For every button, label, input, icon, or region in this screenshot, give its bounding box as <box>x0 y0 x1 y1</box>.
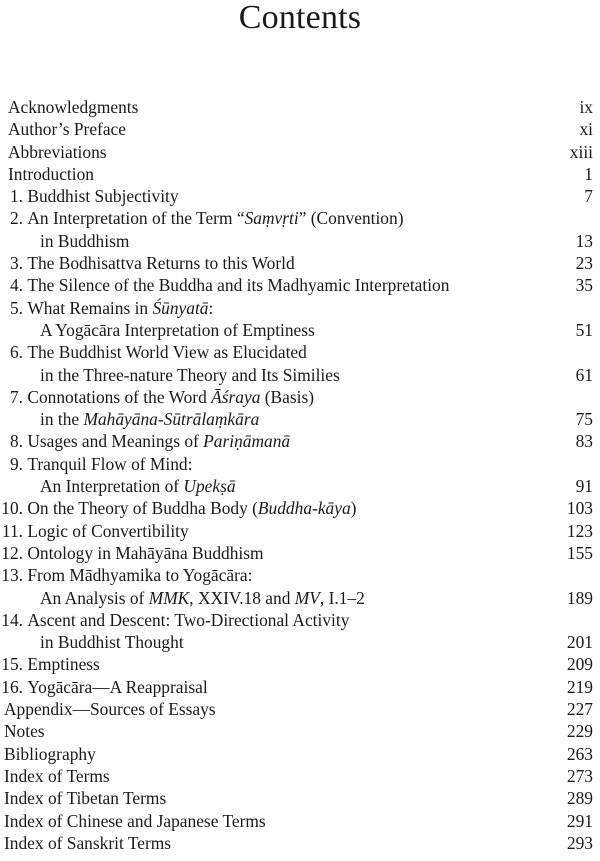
page-number: 61 <box>575 364 593 385</box>
entry-title-text: Tranquil Flow of Mind: <box>27 453 193 474</box>
page-number: 229 <box>566 721 593 742</box>
chapter-number: 12. <box>1 542 23 563</box>
entry-title-text: An Interpretation of Upekṣā <box>40 476 236 497</box>
page-number: 51 <box>575 319 593 340</box>
toc-entry <box>0 185 600 207</box>
entry-title-text: Index of Tibetan Terms <box>4 788 167 809</box>
toc-entry <box>0 430 600 452</box>
toc-entry-title <box>1 185 179 207</box>
page-number: ix <box>579 97 593 117</box>
toc-entry <box>0 96 600 118</box>
page-number: 273 <box>566 765 593 786</box>
toc-entry <box>0 297 600 319</box>
toc-entry-title <box>8 163 94 185</box>
entry-title-text: Yogācāra—A Reappraisal <box>27 676 208 697</box>
toc-entry-title <box>1 520 189 542</box>
toc-entry-title <box>1 207 404 229</box>
chapter-number: 6. <box>9 342 23 363</box>
chapter-number: 14. <box>1 609 23 630</box>
toc-entry <box>0 475 600 497</box>
toc-entry-title <box>1 676 208 698</box>
page-number: 83 <box>575 431 593 452</box>
toc-entry <box>0 676 600 698</box>
page-title: Contents <box>238 0 362 36</box>
page-number: 289 <box>566 788 593 809</box>
toc-entry-title <box>1 609 349 631</box>
toc-entry <box>0 230 600 252</box>
chapter-number: 1. <box>9 186 23 207</box>
toc-entry-title <box>40 230 129 252</box>
chapter-number: 16. <box>1 676 23 697</box>
toc-entry <box>0 497 600 519</box>
page-number: 13 <box>575 230 593 251</box>
toc-entry-title <box>1 430 290 452</box>
entry-title-text: Ascent and Descent: Two-Directional Activity <box>27 609 350 630</box>
toc-entry-title <box>8 96 138 118</box>
toc-entry <box>0 408 600 430</box>
toc-entry-title <box>40 408 259 430</box>
toc-entry-title <box>1 341 307 363</box>
chapter-number: 3. <box>9 253 23 274</box>
toc-entry <box>0 698 600 720</box>
toc-entry <box>0 386 600 408</box>
entry-title-text: An Interpretation of the Term “Saṃvṛti” (Convention) <box>27 208 404 229</box>
entry-title-text: Introduction <box>8 163 94 184</box>
toc-entry <box>0 787 600 809</box>
entry-title-text: The Buddhist World View as Elucidated <box>27 342 307 363</box>
entry-title-text: Connotations of the Word Āśraya (Basis) <box>27 386 315 407</box>
entry-title-text: in the Mahāyāna-Sūtrālaṃkāra <box>40 409 260 430</box>
entry-title-text: On the Theory of Buddha Body (Buddha-kāya) <box>27 498 357 519</box>
toc-entry-title <box>40 631 184 653</box>
chapter-number: 9. <box>9 453 23 474</box>
entry-title-text: in the Three-nature Theory and Its Similies <box>40 364 340 385</box>
toc-entry <box>0 364 600 386</box>
page-number: 263 <box>566 743 593 764</box>
toc-entry <box>0 631 600 653</box>
toc-entry-title <box>1 542 264 564</box>
entry-title-text: An Analysis of MMK, XXIV.18 and MV, I.1–2 <box>40 587 365 608</box>
toc-entry-title <box>40 587 365 609</box>
toc-entry-title <box>4 810 266 832</box>
toc-entry-title <box>4 720 45 742</box>
toc-entry <box>0 720 600 742</box>
toc-entry <box>0 118 600 140</box>
table-of-contents <box>0 96 600 854</box>
page-number: 293 <box>566 832 593 853</box>
toc-entry-title <box>4 765 110 787</box>
entry-title-text: Index of Sanskrit Terms <box>4 832 172 853</box>
chapter-number: 11. <box>1 520 23 541</box>
page-number: 1 <box>584 163 593 184</box>
page-number: 155 <box>566 542 593 563</box>
entry-title-text: Usages and Meanings of Pariṇāmanā <box>27 431 291 452</box>
toc-entry <box>0 520 600 542</box>
entry-title-text: in Buddhist Thought <box>40 632 184 653</box>
chapter-number: 4. <box>9 275 23 296</box>
chapter-number: 10. <box>1 498 23 519</box>
toc-entry <box>0 653 600 675</box>
page-number: 91 <box>575 476 593 497</box>
entry-title-text: Logic of Convertibility <box>27 520 189 541</box>
chapter-number: 8. <box>9 431 23 452</box>
page-number: 227 <box>566 699 593 720</box>
toc-entry-title <box>8 118 126 140</box>
chapter-number: 15. <box>1 654 23 675</box>
chapter-number: 2. <box>9 208 23 229</box>
toc-entry <box>0 274 600 296</box>
page-number: 291 <box>566 810 593 831</box>
toc-entry-title <box>1 564 252 586</box>
toc-entry <box>0 453 600 475</box>
toc-entry-title <box>40 364 340 386</box>
page-number: 23 <box>575 253 593 274</box>
entry-title-text: From Mādhyamika to Yogācāra: <box>27 565 253 586</box>
toc-entry-title <box>1 653 100 675</box>
entry-title-text: Acknowledgments <box>8 97 139 117</box>
toc-entry <box>0 141 600 163</box>
toc-entry-title <box>8 141 107 163</box>
toc-entry <box>0 252 600 274</box>
chapter-number: 13. <box>1 565 23 586</box>
entry-title-text: Abbreviations <box>8 141 107 162</box>
page-number: 103 <box>566 498 593 519</box>
entry-title-text: A Yogācāra Interpretation of Emptiness <box>40 319 315 340</box>
toc-entry <box>0 319 600 341</box>
toc-entry <box>0 163 600 185</box>
entry-title-text: Bibliography <box>4 743 96 764</box>
entry-title-text: Author’s Preface <box>8 119 126 140</box>
toc-entry-title <box>40 319 315 341</box>
page-number: 209 <box>566 654 593 675</box>
toc-entry-title <box>4 832 171 854</box>
page-number: xiii <box>569 141 593 162</box>
toc-entry <box>0 810 600 832</box>
toc-entry-title <box>1 386 314 408</box>
entry-title-text: The Silence of the Buddha and its Madhyamic Interpretation <box>27 275 450 296</box>
page-number: 123 <box>566 520 593 541</box>
toc-entry-title <box>1 453 192 475</box>
toc-entry-title <box>4 743 96 765</box>
toc-entry <box>0 765 600 787</box>
toc-entry-title <box>4 698 216 720</box>
toc-entry <box>0 564 600 586</box>
entry-title-text: Ontology in Mahāyāna Buddhism <box>27 542 264 563</box>
toc-entry <box>0 587 600 609</box>
toc-entry <box>0 341 600 363</box>
page-number: 219 <box>566 676 593 697</box>
page-number: xi <box>579 119 593 140</box>
page-number: 201 <box>566 632 593 653</box>
entry-title-text: Appendix—Sources of Essays <box>4 699 216 720</box>
entry-title-text: What Remains in Śūnyatā: <box>27 297 214 318</box>
entry-title-text: Index of Chinese and Japanese Terms <box>4 810 266 831</box>
toc-entry-title <box>1 252 295 274</box>
toc-entry-title <box>40 475 236 497</box>
toc-entry-title <box>1 274 449 296</box>
page-number: 7 <box>584 186 593 207</box>
entry-title-text: Buddhist Subjectivity <box>27 186 179 207</box>
toc-entry-title <box>1 497 356 519</box>
toc-entry <box>0 743 600 765</box>
toc-entry <box>0 542 600 564</box>
chapter-number: 7. <box>9 386 23 407</box>
toc-entry-title <box>4 787 166 809</box>
entry-title-text: in Buddhism <box>40 230 130 251</box>
toc-entry <box>0 609 600 631</box>
toc-entry <box>0 832 600 854</box>
page-number: 35 <box>575 275 593 296</box>
chapter-number: 5. <box>9 297 23 318</box>
page-number: 75 <box>575 409 593 430</box>
entry-title-text: Notes <box>4 721 45 742</box>
toc-entry-title <box>1 297 213 319</box>
entry-title-text: The Bodhisattva Returns to this World <box>27 253 295 274</box>
entry-title-text: Index of Terms <box>4 765 110 786</box>
toc-entry <box>0 207 600 229</box>
page-number: 189 <box>566 587 593 608</box>
entry-title-text: Emptiness <box>27 654 100 675</box>
